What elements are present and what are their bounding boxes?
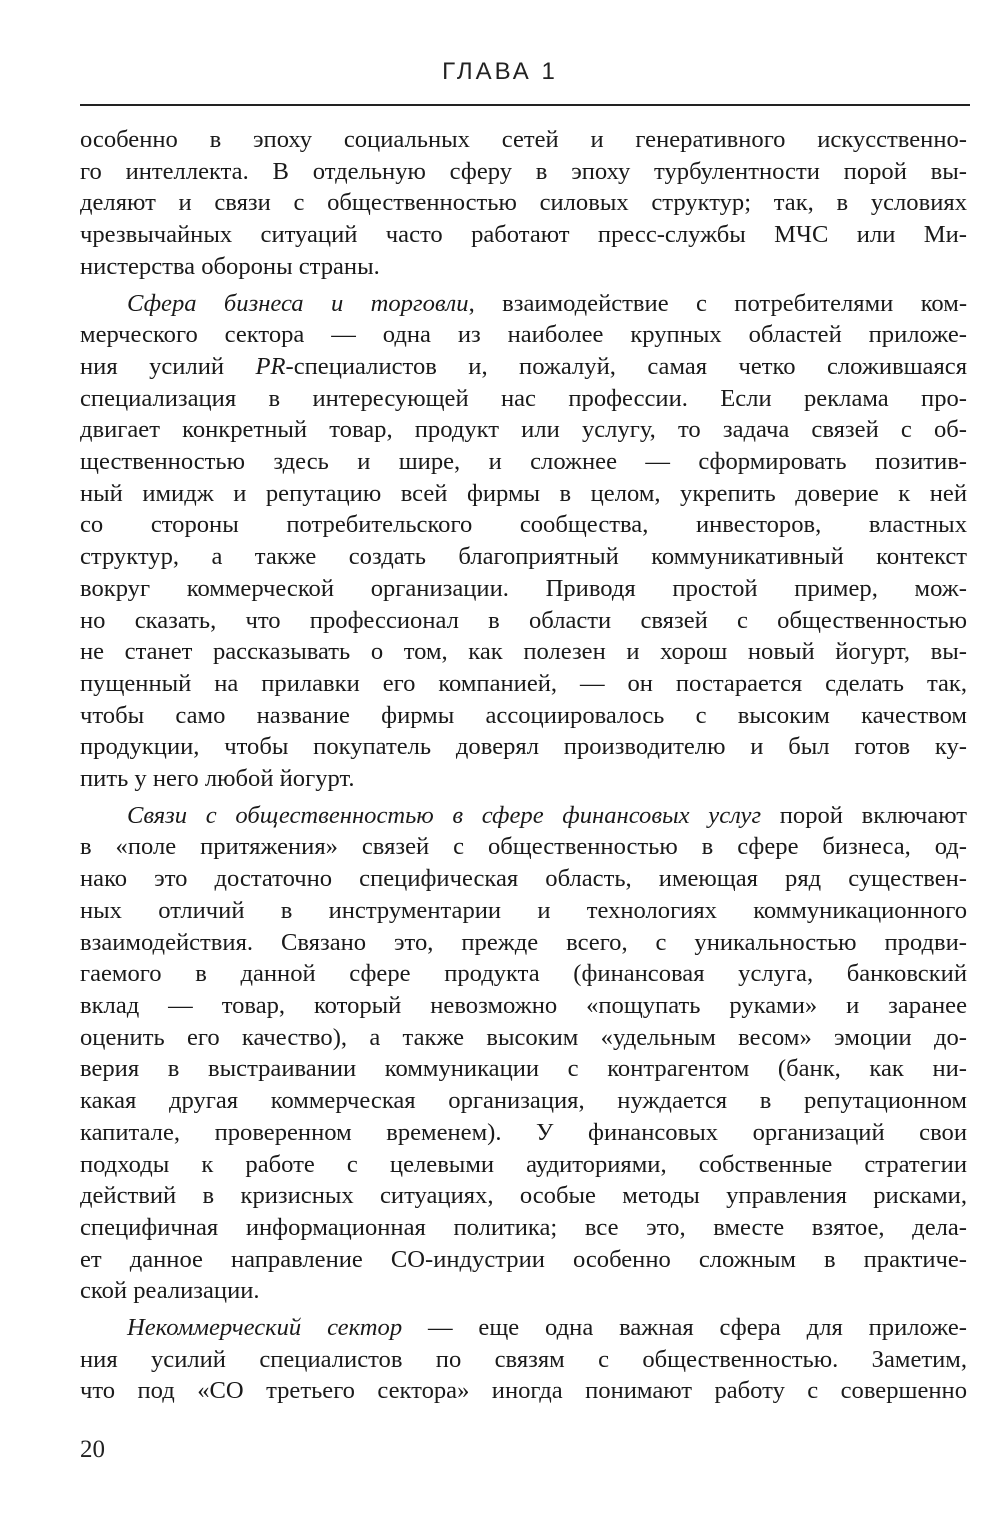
text-run: ния усилий bbox=[80, 352, 256, 380]
text-line: не станет рассказывать о том, как полезен и хорош новый йогурт, вы- bbox=[80, 638, 967, 666]
text-line: что под «СО третьего сектора» иногда понимают работу с совершенно bbox=[80, 1377, 967, 1405]
page-body bbox=[80, 124, 967, 1407]
text-line: структур, а также создать благоприятный коммуникативный контекст bbox=[80, 543, 967, 571]
text-line: ния усилий специалистов по связям с общественностью. Заметим, bbox=[80, 1345, 967, 1373]
text-line: ных отличий в инструментарии и технологиях коммуникационного bbox=[80, 896, 967, 924]
text-line: чтобы само название фирмы ассоциировалось с высоким качеством bbox=[80, 701, 967, 729]
text-line: щественностью здесь и шире, и сложнее — сформировать позитив- bbox=[80, 448, 967, 476]
text-line: пущенный на прилавки его компанией, — он постарается сделать так, bbox=[80, 669, 967, 697]
italic-term: Сфера бизнеса и торговли bbox=[127, 289, 469, 317]
text-line: оценить его качество), а также высоким «удельным весом» эмоции до- bbox=[80, 1023, 967, 1051]
text-line: подходы к работе с целевыми аудиториями, собственные стратегии bbox=[80, 1150, 967, 1178]
text-line: двигает конкретный товар, продукт или услугу, то задача связей с об- bbox=[80, 416, 967, 444]
text-line: действий в кризисных ситуациях, особые методы управления рисками, bbox=[80, 1182, 967, 1210]
text-line: мерческого сектора — одна из наиболее крупных областей приложе- bbox=[80, 321, 967, 349]
text-line: деляют и связи с общественностью силовых структур; так, в условиях bbox=[80, 189, 967, 217]
paragraph-2 bbox=[80, 288, 967, 795]
text-line: нистерства обороны страны. bbox=[80, 252, 380, 280]
text-line: го интеллекта. В отдельную сферу в эпоху турбулентности порой вы- bbox=[80, 157, 967, 185]
text-line: но сказать, что профессионал в области связей с общественностью bbox=[80, 606, 967, 634]
text-line: ет данное направление СО-индустрии особенно сложным в практиче- bbox=[80, 1245, 967, 1273]
text-line: особенно в эпоху социальных сетей и генеративного искусственно- bbox=[80, 126, 967, 153]
text-line: нако это достаточно специфическая область, имеющая ряд существен- bbox=[80, 865, 967, 893]
text-line: продукции, чтобы покупатель доверял производителю и был готов ку- bbox=[80, 733, 967, 761]
header-rule bbox=[80, 104, 970, 106]
text-line bbox=[80, 351, 967, 383]
text-line: какая другая коммерческая организация, нуждается в репутационном bbox=[80, 1087, 967, 1115]
paragraph-3 bbox=[80, 800, 967, 1307]
text-line: ской реализации. bbox=[80, 1277, 260, 1305]
text-line bbox=[80, 288, 967, 320]
text-line: в «поле притяжения» связей с общественностью в сфере бизнеса, од- bbox=[80, 833, 967, 861]
italic-term: Связи с общественностью в сфере финансовых услуг bbox=[127, 801, 762, 829]
text-run: -специалистов и, пожалуй, самая четко сложившаяся bbox=[285, 352, 967, 380]
text-run: — еще одна важная сфера для приложе- bbox=[402, 1314, 967, 1342]
text-line: вокруг коммерческой организации. Приводя простой пример, мож- bbox=[80, 574, 967, 602]
text-line: со стороны потребительского сообщества, инвесторов, властных bbox=[80, 511, 967, 539]
text-line: капитале, проверенном временем). У финансовых организаций свои bbox=[80, 1118, 967, 1146]
text-line bbox=[80, 1312, 967, 1344]
text-line: чрезвычайных ситуаций часто работают пресс-службы МЧС или Ми- bbox=[80, 221, 967, 249]
text-run: , взаимодействие с потребителями ком- bbox=[468, 289, 968, 317]
paragraph-1 bbox=[80, 124, 967, 283]
text-line bbox=[80, 800, 967, 832]
italic-term: Некоммерческий сектор bbox=[127, 1314, 403, 1342]
text-line: гаемого в данной сфере продукта (финансовая услуга, банковский bbox=[80, 960, 967, 988]
text-line: верия в выстраивании коммуникации с контрагентом (банк, как ни- bbox=[80, 1055, 967, 1083]
text-line: пить у него любой йогурт. bbox=[80, 765, 355, 793]
running-head: ГЛАВА 1 bbox=[442, 58, 558, 85]
text-run: порой включают bbox=[761, 801, 967, 829]
page-number: 20 bbox=[80, 1436, 105, 1463]
text-line: специализация в интересующей нас профессии. Если реклама про- bbox=[80, 384, 967, 412]
text-line: ный имидж и репутацию всей фирмы в целом, укрепить доверие к ней bbox=[80, 479, 967, 507]
paragraph-4 bbox=[80, 1312, 967, 1407]
italic-abbr: PR bbox=[255, 352, 286, 380]
text-line: вклад — товар, который невозможно «пощупать руками» и заранее bbox=[80, 991, 967, 1019]
text-line: взаимодействия. Связано это, прежде всего, с уникальностью продви- bbox=[80, 928, 967, 956]
text-line: специфичная информационная политика; все это, вместе взятое, дела- bbox=[80, 1213, 967, 1241]
